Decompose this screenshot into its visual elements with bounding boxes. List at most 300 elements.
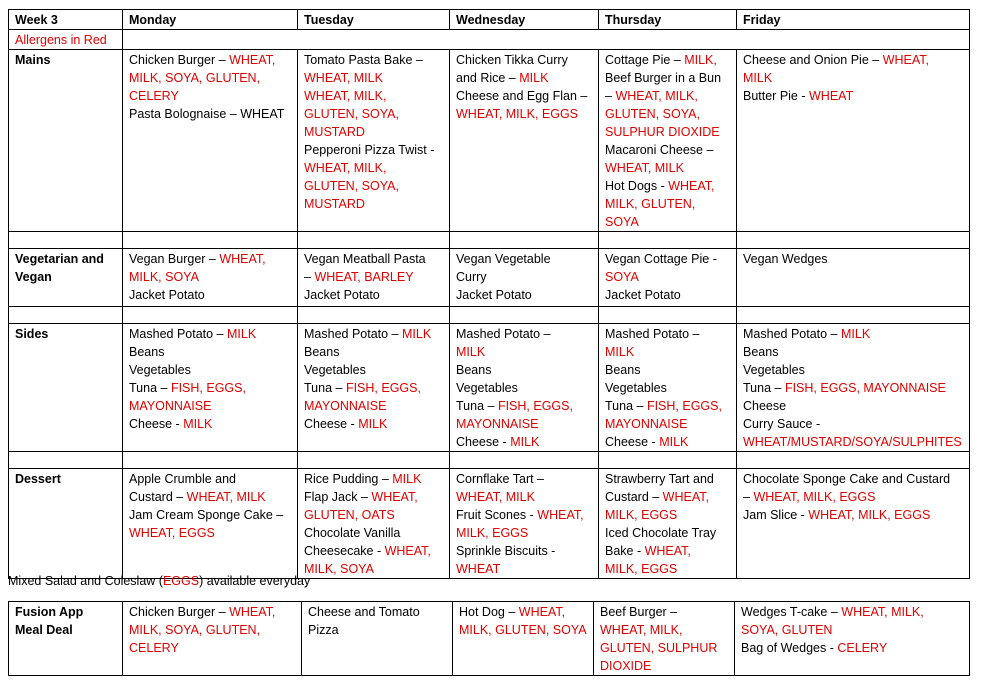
dish-text: Vegetables xyxy=(456,381,518,395)
section-row xyxy=(9,249,970,307)
allergen-text: FISH, EGGS, xyxy=(345,381,421,395)
allergen-text: WHEAT, MILK, xyxy=(304,89,387,103)
dish-text: Fruit Scones - xyxy=(456,508,538,522)
dish-text: Mashed Potato – xyxy=(129,327,227,341)
menu-cell-friday xyxy=(737,324,970,452)
spacer-cell xyxy=(298,307,450,324)
menu-line xyxy=(456,105,593,123)
menu-line xyxy=(129,268,292,286)
menu-cell-wednesday xyxy=(450,50,599,232)
allergen-text: MILK xyxy=(659,435,689,449)
allergen-text: MILK xyxy=(392,472,422,486)
menu-line xyxy=(456,488,593,506)
menu-cell-tuesday xyxy=(298,469,450,579)
menu-line xyxy=(743,361,964,379)
dish-text: Pasta Bolognaise – WHEAT xyxy=(129,107,285,121)
dish-text: Pizza xyxy=(308,623,339,637)
allergen-text: MAYONNAISE xyxy=(605,417,688,431)
dish-text: Mashed Potato – xyxy=(743,327,841,341)
menu-line xyxy=(459,603,588,621)
menu-line xyxy=(308,603,447,621)
spacer-cell xyxy=(737,452,970,469)
dish-text: Cottage Pie – xyxy=(605,53,685,67)
dish-text: Chicken Burger – xyxy=(129,53,230,67)
menu-line xyxy=(743,51,964,69)
menu-line xyxy=(304,542,444,560)
dish-text: Tuna – xyxy=(304,381,346,395)
allergen-text: SULPHUR DIOXIDE xyxy=(605,125,720,139)
menu-line xyxy=(605,195,731,213)
allergen-text: WHEAT, MILK, EGGS xyxy=(808,508,931,522)
menu-line xyxy=(605,268,731,286)
menu-line xyxy=(741,639,964,657)
section-row xyxy=(9,50,970,232)
menu-line xyxy=(304,488,444,506)
dish-text: Vegan Wedges xyxy=(743,252,828,266)
menu-line xyxy=(605,560,731,578)
menu-line xyxy=(456,361,593,379)
section-row xyxy=(9,469,970,579)
menu-line xyxy=(456,343,593,361)
allergen-text: WHEAT, xyxy=(644,544,691,558)
allergen-text: WHEAT, EGGS xyxy=(129,526,215,540)
menu-line xyxy=(605,87,731,105)
allergen-text: MILK, SOYA xyxy=(304,562,374,576)
allergen-text: MILK xyxy=(605,345,635,359)
dish-text: Jam Slice - xyxy=(743,508,809,522)
dish-text: Beef Burger in a Bun xyxy=(605,71,722,85)
menu-line xyxy=(743,397,964,415)
menu-line xyxy=(456,560,593,578)
menu-cell-wednesday xyxy=(450,249,599,307)
allergen-text: WHEAT, xyxy=(662,490,709,504)
menu-line xyxy=(129,286,292,304)
allergen-text: MILK, GLUTEN, SOYA xyxy=(459,623,587,637)
menu-line xyxy=(605,325,731,343)
fusion-cell-wednesday xyxy=(453,602,594,676)
menu-line xyxy=(605,250,731,268)
menu-line xyxy=(304,250,444,268)
dish-text: Cheese and Tomato xyxy=(308,605,420,619)
dish-text: Custard – xyxy=(605,490,663,504)
section-label: Sides xyxy=(9,324,123,452)
allergen-text: MAYONNAISE xyxy=(304,399,387,413)
menu-line xyxy=(605,177,731,195)
menu-line xyxy=(304,560,444,578)
dish-text: Cheese and Egg Flan – xyxy=(456,89,588,103)
menu-line xyxy=(456,379,593,397)
menu-cell-monday xyxy=(123,249,298,307)
allergen-text: WHEAT, MILK xyxy=(456,490,535,504)
dish-text: Rice Pudding – xyxy=(304,472,393,486)
menu-line xyxy=(308,621,447,639)
dish-text: Beans xyxy=(129,345,165,359)
dish-text: Tuna – xyxy=(605,399,647,413)
spacer-cell xyxy=(123,232,298,249)
week-label: Week 3 xyxy=(9,10,123,30)
menu-line xyxy=(129,105,292,123)
menu-line xyxy=(304,397,444,415)
allergen-text: WHEAT, BARLEY xyxy=(314,270,414,284)
dish-text: Vegan Burger – xyxy=(129,252,220,266)
menu-cell-friday xyxy=(737,50,970,232)
allergen-text: MILK xyxy=(183,417,213,431)
dish-text: Jacket Potato xyxy=(605,288,681,302)
menu-line xyxy=(743,325,964,343)
menu-line xyxy=(304,159,444,177)
dish-text: Bag of Wedges - xyxy=(741,641,838,655)
dish-text: Tuna – xyxy=(456,399,498,413)
allergen-text: WHEAT xyxy=(456,562,501,576)
menu-line xyxy=(129,415,292,433)
allergen-text: WHEAT, xyxy=(219,252,266,266)
menu-line xyxy=(129,639,296,657)
menu-line xyxy=(304,51,444,69)
menu-line xyxy=(304,105,444,123)
allergen-text: CELERY xyxy=(837,641,888,655)
menu-line xyxy=(129,361,292,379)
allergen-text: WHEAT, MILK, xyxy=(304,161,387,175)
menu-line xyxy=(605,213,731,231)
spacer-row xyxy=(9,452,970,469)
menu-line xyxy=(743,69,964,87)
section-row xyxy=(9,324,970,452)
menu-line xyxy=(600,657,729,675)
fusion-cell-tuesday xyxy=(302,602,453,676)
spacer-cell xyxy=(298,452,450,469)
allergen-text: WHEAT, MILK xyxy=(605,161,684,175)
spacer-cell xyxy=(599,307,737,324)
menu-line xyxy=(605,69,731,87)
allergen-text: MILK, xyxy=(684,53,717,67)
menu-line xyxy=(456,87,593,105)
dish-text: Vegan Cottage Pie - xyxy=(605,252,717,266)
dish-text: Jacket Potato xyxy=(304,288,380,302)
dish-text: Beans xyxy=(456,363,492,377)
spacer-cell xyxy=(450,452,599,469)
dish-text: Mashed Potato – xyxy=(456,327,551,341)
dish-text: Pepperoni Pizza Twist - xyxy=(304,143,435,157)
menu-line xyxy=(304,141,444,159)
menu-line xyxy=(605,542,731,560)
menu-line xyxy=(304,286,444,304)
mixed-salad-note xyxy=(8,572,310,590)
spacer-cell xyxy=(9,452,123,469)
dish-text: – xyxy=(304,270,315,284)
dish-text: Tuna – xyxy=(743,381,785,395)
allergen-text: WHEAT, MILK, EGGS xyxy=(456,107,579,121)
fusion-label xyxy=(9,602,123,676)
menu-cell-thursday xyxy=(599,249,737,307)
menu-line xyxy=(129,87,292,105)
menu-line xyxy=(129,250,292,268)
allergen-text: MAYONNAISE xyxy=(129,399,212,413)
fusion-cell-friday xyxy=(735,602,970,676)
dish-text: Tuna – xyxy=(129,381,171,395)
allergen-text: GLUTEN, SOYA, xyxy=(605,107,700,121)
allergen-text: MILK xyxy=(358,417,388,431)
allergen-text: MILK xyxy=(840,327,871,341)
menu-line xyxy=(605,506,731,524)
menu-line xyxy=(743,506,964,524)
dish-text: Butter Pie - xyxy=(743,89,809,103)
dish-text: Vegan Meatball Pasta xyxy=(304,252,426,266)
menu-line xyxy=(605,488,731,506)
menu-line xyxy=(741,621,964,639)
dish-text: Vegan Vegetable xyxy=(456,252,551,266)
section-label: Mains xyxy=(9,50,123,232)
menu-line xyxy=(456,433,593,451)
menu-cell-monday xyxy=(123,324,298,452)
allergen-text: FISH, EGGS, xyxy=(497,399,573,413)
fusion-cell-thursday xyxy=(594,602,735,676)
allergen-text: GLUTEN, SULPHUR xyxy=(600,641,718,655)
menu-cell-thursday xyxy=(599,469,737,579)
menu-line xyxy=(304,506,444,524)
allergen-text: WHEAT, xyxy=(229,605,276,619)
dish-text: Wedges T-cake – xyxy=(741,605,842,619)
menu-line xyxy=(129,343,292,361)
menu-line xyxy=(605,123,731,141)
menu-line xyxy=(743,379,964,397)
dish-text: Cheese - xyxy=(605,435,660,449)
menu-line xyxy=(456,250,593,268)
dish-text: Strawberry Tart and xyxy=(605,472,714,486)
allergen-text: WHEAT, xyxy=(537,508,584,522)
menu-line xyxy=(304,195,444,213)
allergen-text: SOYA xyxy=(605,270,639,284)
menu-line xyxy=(605,379,731,397)
menu-line xyxy=(743,343,964,361)
menu-line xyxy=(304,123,444,141)
dish-text: Curry Sauce - xyxy=(743,417,821,431)
dish-text: Jam Cream Sponge Cake – xyxy=(129,508,284,522)
menu-line xyxy=(605,286,731,304)
menu-cell-tuesday xyxy=(298,249,450,307)
menu-cell-wednesday xyxy=(450,324,599,452)
menu-line xyxy=(456,506,593,524)
menu-line xyxy=(456,69,593,87)
dish-text: Cheese xyxy=(743,399,787,413)
dish-text: Vegetables xyxy=(743,363,805,377)
menu-line xyxy=(304,379,444,397)
menu-line xyxy=(456,325,593,343)
dish-text: Cheese - xyxy=(129,417,184,431)
allergen-text: WHEAT, MILK, xyxy=(615,89,698,103)
menu-line xyxy=(129,506,292,524)
menu-line xyxy=(456,286,593,304)
menu-line xyxy=(456,542,593,560)
dish-text: Cheesecake - xyxy=(304,544,385,558)
allergen-text: MILK, EGGS xyxy=(456,526,529,540)
dish-text: Beans xyxy=(304,345,340,359)
dish-text: Mashed Potato – xyxy=(605,327,700,341)
spacer-cell xyxy=(9,307,123,324)
spacer-cell xyxy=(737,307,970,324)
fusion-label-line: Meal Deal xyxy=(15,623,73,637)
dish-text: Cornflake Tart – xyxy=(456,472,545,486)
allergen-text: GLUTEN, SOYA, xyxy=(304,107,399,121)
allergen-text: SOYA, GLUTEN xyxy=(741,623,833,637)
menu-line xyxy=(743,415,964,433)
menu-line xyxy=(605,524,731,542)
day-thursday: Thursday xyxy=(599,10,737,30)
allergen-text: WHEAT, xyxy=(371,490,418,504)
allergen-text: FISH, EGGS, MAYONNAISE xyxy=(784,381,946,395)
menu-line xyxy=(605,51,731,69)
allergen-text: WHEAT, xyxy=(518,605,566,619)
menu-line xyxy=(456,268,593,286)
menu-line xyxy=(741,603,964,621)
fusion-table xyxy=(8,601,970,676)
allergen-text: MILK xyxy=(401,327,432,341)
dish-text: Mixed Salad and Coleslaw ( xyxy=(8,574,163,588)
spacer-cell xyxy=(298,232,450,249)
dish-text: Tomato Pasta Bake – xyxy=(304,53,423,67)
menu-line xyxy=(129,524,292,542)
allergen-text: MILK, SOYA, GLUTEN, xyxy=(129,623,261,637)
dish-text: Chocolate Sponge Cake and Custard xyxy=(743,472,951,486)
dish-text: Cheese and Onion Pie – xyxy=(743,53,883,67)
allergen-text: EGGS xyxy=(162,574,200,588)
menu-cell-tuesday xyxy=(298,50,450,232)
allergen-text: WHEAT, MILK, xyxy=(600,623,683,637)
allergen-text: MILK xyxy=(510,435,540,449)
spacer-cell xyxy=(9,232,123,249)
menu-line xyxy=(605,141,731,159)
dish-text: Chicken Burger – xyxy=(129,605,230,619)
dish-text: and Rice – xyxy=(456,71,520,85)
dish-text: Cheese - xyxy=(456,435,511,449)
fusion-row xyxy=(9,602,970,676)
menu-line xyxy=(456,51,593,69)
allergen-text: CELERY xyxy=(129,641,179,655)
allergen-text: MILK xyxy=(226,327,257,341)
allergen-text: MILK, SOYA, GLUTEN, xyxy=(129,71,261,85)
dish-text: Vegetables xyxy=(605,381,667,395)
menu-line xyxy=(605,433,731,451)
dish-text: Sprinkle Biscuits - xyxy=(456,544,556,558)
menu-line xyxy=(605,343,731,361)
allergen-text: WHEAT, xyxy=(668,179,715,193)
menu-line xyxy=(129,470,292,488)
allergen-text: MILK, EGGS xyxy=(605,508,678,522)
dish-text: Custard – xyxy=(129,490,187,504)
menu-line xyxy=(743,488,964,506)
dish-text: – xyxy=(743,490,754,504)
menu-line xyxy=(743,433,964,451)
allergen-text: SOYA xyxy=(605,215,639,229)
day-friday: Friday xyxy=(737,10,970,30)
allergen-text: MILK xyxy=(456,345,486,359)
dish-text: Vegetables xyxy=(129,363,191,377)
menu-cell-thursday xyxy=(599,324,737,452)
menu-line xyxy=(456,415,593,433)
allergen-text: MILK, GLUTEN, xyxy=(605,197,696,211)
dish-text: Flap Jack – xyxy=(304,490,372,504)
dish-text: Apple Crumble and xyxy=(129,472,237,486)
menu-line xyxy=(605,105,731,123)
dish-text: ) available everyday xyxy=(199,574,311,588)
allergen-text: FISH, EGGS, xyxy=(646,399,722,413)
allergen-text: WHEAT/MUSTARD/SOYA/SULPHITES xyxy=(743,435,962,449)
allergen-text: MILK, SOYA xyxy=(129,270,199,284)
menu-line xyxy=(743,470,964,488)
menu-line xyxy=(605,415,731,433)
dish-text: Jacket Potato xyxy=(456,288,532,302)
menu-line xyxy=(456,470,593,488)
menu-line xyxy=(304,415,444,433)
dish-text: Hot Dogs - xyxy=(605,179,669,193)
menu-cell-friday xyxy=(737,469,970,579)
allergen-text: WHEAT xyxy=(809,89,854,103)
menu-line xyxy=(304,87,444,105)
menu-line xyxy=(459,621,588,639)
allergen-text: MAYONNAISE xyxy=(456,417,539,431)
dish-text: Bake - xyxy=(605,544,645,558)
menu-line xyxy=(605,470,731,488)
menu-cell-friday xyxy=(737,249,970,307)
menu-line xyxy=(129,397,292,415)
allergens-note-filler xyxy=(123,30,970,50)
dish-text: Beans xyxy=(605,363,641,377)
dish-text: Mashed Potato – xyxy=(304,327,402,341)
menu-line xyxy=(129,488,292,506)
section-label: Vegetarian and Vegan xyxy=(9,249,123,307)
menu-line xyxy=(600,603,729,621)
dish-text: Beef Burger – xyxy=(600,605,678,619)
allergen-text: GLUTEN, SOYA, xyxy=(304,179,399,193)
menu-line xyxy=(304,268,444,286)
allergen-text: WHEAT, MILK xyxy=(186,490,266,504)
allergen-text: WHEAT, MILK, xyxy=(841,605,924,619)
spacer-cell xyxy=(737,232,970,249)
allergen-text: GLUTEN, OATS xyxy=(304,508,395,522)
menu-cell-monday xyxy=(123,469,298,579)
dish-text: Chicken Tikka Curry xyxy=(456,53,568,67)
dish-text: Hot Dog – xyxy=(459,605,519,619)
menu-line xyxy=(304,69,444,87)
menu-line xyxy=(129,379,292,397)
menu-line xyxy=(600,639,729,657)
dish-text: Beans xyxy=(743,345,779,359)
menu-line xyxy=(600,621,729,639)
menu-line xyxy=(304,343,444,361)
menu-line xyxy=(456,524,593,542)
menu-line xyxy=(129,69,292,87)
allergen-text: MUSTARD xyxy=(304,197,365,211)
dish-text: Chocolate Vanilla xyxy=(304,526,401,540)
dish-text: Cheese - xyxy=(304,417,359,431)
allergen-text: WHEAT, xyxy=(882,53,929,67)
spacer-row xyxy=(9,232,970,249)
allergens-note: Allergens in Red xyxy=(9,30,123,50)
menu-line xyxy=(456,397,593,415)
day-monday: Monday xyxy=(123,10,298,30)
menu-line xyxy=(304,325,444,343)
spacer-cell xyxy=(599,232,737,249)
menu-line xyxy=(605,361,731,379)
menu-line xyxy=(304,524,444,542)
allergens-note-row xyxy=(9,30,970,50)
allergen-text: WHEAT, MILK, EGGS xyxy=(753,490,876,504)
menu-line xyxy=(129,603,296,621)
spacer-row xyxy=(9,307,970,324)
header-row xyxy=(9,10,970,30)
dish-text: Vegetables xyxy=(304,363,366,377)
section-label: Dessert xyxy=(9,469,123,579)
allergen-text: WHEAT, xyxy=(384,544,431,558)
